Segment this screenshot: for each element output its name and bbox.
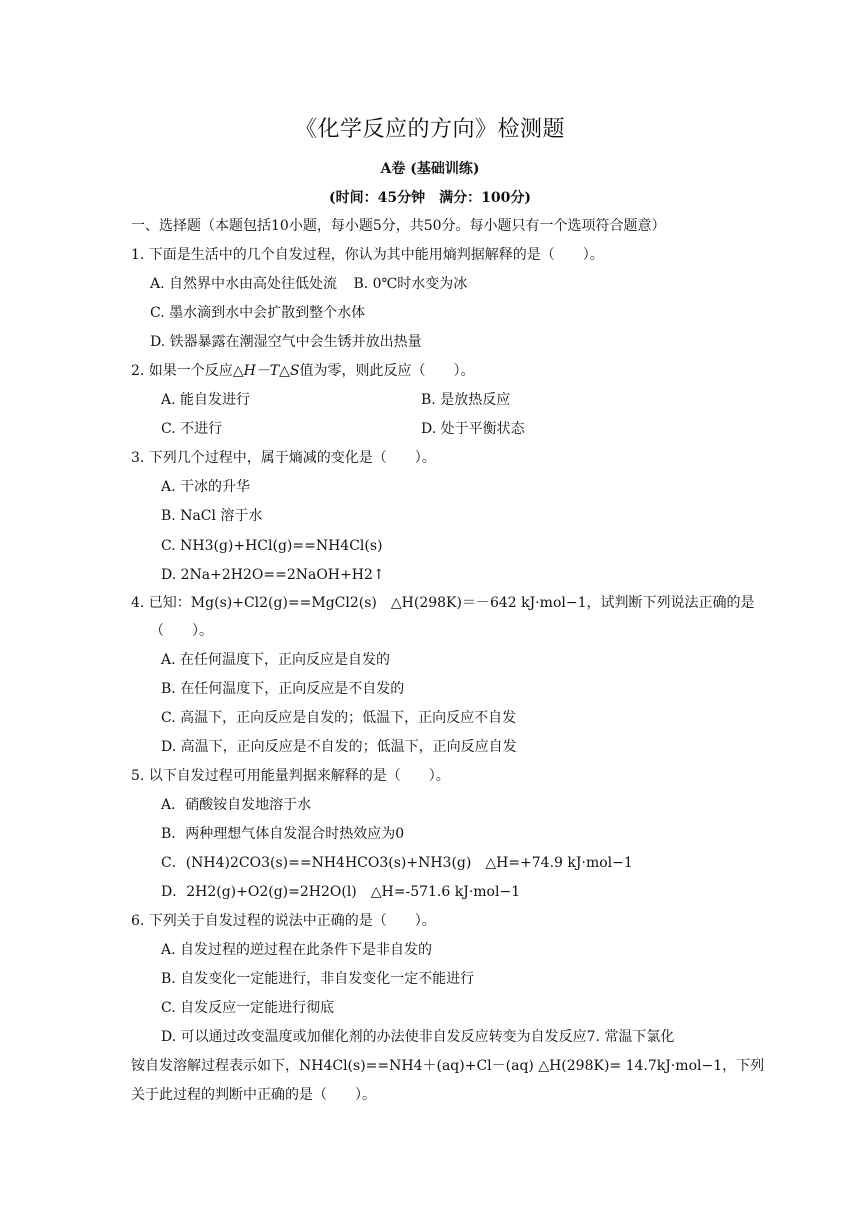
question-1-option-c: C. 墨水滴到水中会扩散到整个水体	[150, 305, 366, 321]
question-5-option-d: D．2H2(g)+O2(g)=2H2O(l) △H=-571.6 kJ·mol−1	[161, 884, 521, 900]
question-3-option-d: D. 2Na+2H2O==2NaOH+H2↑	[161, 567, 385, 583]
question-2-option-a: A. 能自发进行	[161, 392, 251, 408]
question-1-option-a	[150, 274, 467, 294]
question-2-option-c: C. 不进行	[161, 421, 223, 437]
question-5-option-a: A．硝酸铵自发地溶于水	[161, 797, 312, 813]
stem-text: 2. 如果一个反应	[131, 363, 233, 379]
question-1-stem: 1. 下面是生活中的几个自发过程，你认为其中能用熵判据解释的是（ ）。	[131, 247, 604, 263]
question-6-option-c: C. 自发反应一定能进行彻底	[161, 1000, 335, 1016]
question-5-option-c: C．(NH4)2CO3(s)==NH4HCO3(s)+NH3(g) △H=+74.9 kJ·mol−1	[161, 855, 633, 871]
formula: △H－T△S	[232, 363, 300, 379]
question-4-stem-cont: （ ）。	[150, 623, 213, 639]
question-1-option-d: D. 铁器暴露在潮湿空气中会生锈并放出热量	[150, 334, 422, 350]
option-text: A. 自然界中水由高处往低处流	[150, 276, 338, 292]
question-6-stem: 6. 下列关于自发过程的说法中正确的是（ ）。	[131, 913, 436, 929]
question-4-option-a: A. 在任何温度下，正向反应是自发的	[161, 652, 391, 668]
question-3-option-b: B. NaCl 溶于水	[161, 508, 263, 524]
question-4-option-b: B. 在任何温度下，正向反应是不自发的	[161, 681, 405, 697]
question-2-stem	[131, 361, 474, 381]
part-heading: 一、选择题（本题包括10小题，每小题5分，共50分。每小题只有一个选项符合题意）	[131, 218, 666, 234]
question-4-option-c: C. 高温下，正向反应是自发的；低温下，正向反应不自发	[161, 710, 517, 726]
option-text: B. 0℃时水变为冰	[353, 276, 468, 292]
question-2-option-d: D. 处于平衡状态	[421, 421, 525, 437]
question-4-option-d: D. 高温下，正向反应是不自发的；低温下，正向反应自发	[161, 739, 517, 755]
question-5-stem: 5. 以下自发过程可用能量判据来解释的是（ ）。	[131, 768, 450, 784]
question-7-line-2: 铵自发溶解过程表示如下，NH4Cl(s)==NH4＋(aq)+Cl－(aq) △H(298K)= 14.7kJ·mol−1，下列	[131, 1058, 765, 1074]
question-4-stem: 4. 已知：Mg(s)+Cl2(g)==MgCl2(s) △H(298K)＝－642 kJ·mol−1，试判断下列说法正确的是	[131, 595, 755, 611]
time-info: (时间：45分钟 满分：100分)	[329, 190, 531, 206]
question-5-option-b: B．两种理想气体自发混合时热效应为0	[161, 826, 405, 842]
question-6-option-a: A. 自发过程的逆过程在此条件下是非自发的	[161, 942, 433, 958]
question-6-option-b: B. 自发变化一定能进行，非自发变化一定不能进行	[161, 971, 475, 987]
question-3-option-c: C. NH3(g)+HCl(g)==NH4Cl(s)	[161, 538, 383, 554]
question-3-option-a: A. 干冰的升华	[161, 479, 251, 495]
question-6-option-d: D. 可以通过改变温度或加催化剂的办法使非自发反应转变为自发反应7. 常温下氯化	[161, 1029, 675, 1045]
question-2-option-b: B. 是放热反应	[421, 392, 511, 408]
document-title: 《化学反应的方向》检测题	[294, 117, 565, 142]
stem-text: 值为零，则此反应（ ）。	[299, 363, 475, 379]
question-3-stem: 3. 下列几个过程中，属于熵减的变化是（ ）。	[131, 450, 436, 466]
question-7-line-3: 关于此过程的判断中正确的是（ ）。	[131, 1087, 376, 1103]
section-heading: A卷 (基础训练)	[380, 161, 480, 177]
